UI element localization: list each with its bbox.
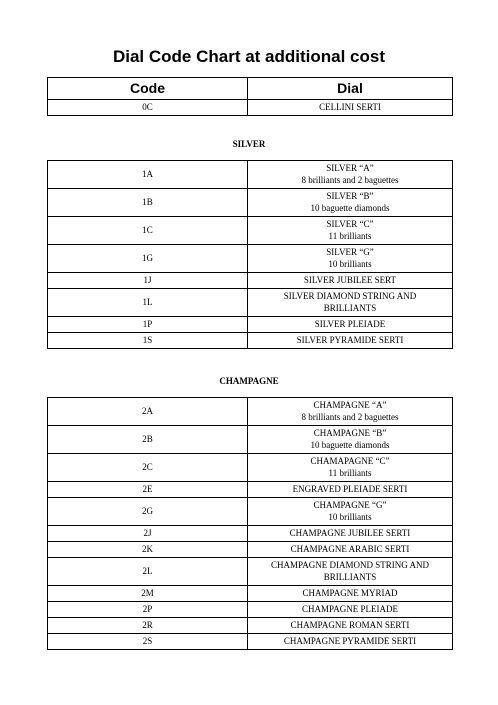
table-row [48, 398, 453, 426]
table-row [48, 333, 453, 349]
code-cell: 2K [48, 542, 248, 558]
table-row [48, 317, 453, 333]
dial-text-line: CHAMPAGNE JUBILEE SERTI [289, 527, 411, 538]
code-cell: 0C [48, 100, 248, 116]
table-row [48, 542, 453, 558]
dial-cell [248, 634, 453, 650]
dial-column-header: Dial [248, 78, 453, 100]
dial-text-line: CHAMAPAGNE “C” [310, 456, 390, 466]
dial-text-line: BRILLIANTS [323, 302, 377, 313]
dial-cell [248, 333, 453, 349]
dial-cell [248, 245, 453, 273]
table-header-row [48, 78, 453, 100]
code-cell: 2E [48, 482, 248, 498]
silver-heading: SILVER [232, 139, 266, 149]
table-row [48, 586, 453, 602]
table-row [48, 634, 453, 650]
table-row [48, 245, 453, 273]
code-cell: 2L [48, 558, 248, 586]
dial-text-line: CHAMPAGNE PYRAMIDE SERTI [283, 635, 417, 646]
table-row [48, 426, 453, 454]
dial-cell [248, 189, 453, 217]
dial-text-line: 8 brilliants and 2 baguettes [301, 174, 399, 185]
dial-text-line: BRILLIANTS [323, 571, 377, 582]
table-row [48, 273, 453, 289]
champagne-heading: CHAMPAGNE [219, 376, 279, 386]
dial-cell [248, 586, 453, 602]
dial-text-line: CHAMPAGNE “B” [313, 428, 387, 438]
dial-text-line: CHAMPAGNE MYRIAD [302, 587, 398, 598]
code-cell: 1A [48, 161, 248, 189]
dial-text-line: ENGRAVED PLEIADE SERTI [292, 483, 408, 494]
code-cell: 2S [48, 634, 248, 650]
dial-text-line: SILVER JUBILEE SERT [303, 274, 397, 285]
code-cell: 1C [48, 217, 248, 245]
dial-text-line: CHAMPAGNE ARABIC SERTI [290, 543, 410, 554]
table-row [48, 498, 453, 526]
code-cell: 2J [48, 526, 248, 542]
code-cell: 1J [48, 273, 248, 289]
dial-cell [248, 526, 453, 542]
dial-cell [248, 398, 453, 426]
silver-table-body [48, 161, 453, 349]
table-row [48, 618, 453, 634]
dial-text-line: 10 brilliants [328, 511, 372, 522]
code-cell: 2P [48, 602, 248, 618]
code-cell: 1P [48, 317, 248, 333]
dial-text-line: CHAMPAGNE ROMAN SERTI [290, 619, 410, 630]
dial-cell [248, 426, 453, 454]
table-row [48, 161, 453, 189]
dial-text-line: 11 brilliants [328, 467, 372, 478]
dial-cell [248, 482, 453, 498]
code-cell: 1L [48, 289, 248, 317]
table-row [48, 189, 453, 217]
dial-text-line: SILVER PYRAMIDE SERTI [296, 334, 404, 345]
code-cell: 2R [48, 618, 248, 634]
dial-text-line: SILVER “B” [326, 191, 374, 201]
table-row [48, 558, 453, 586]
dial-text-line: 11 brilliants [328, 230, 372, 241]
dial-cell [248, 161, 453, 189]
top-table-body [48, 100, 453, 116]
table-row [48, 454, 453, 482]
dial-cell [248, 558, 453, 586]
dial-cell [248, 542, 453, 558]
code-cell: 2A [48, 398, 248, 426]
dial-cell [248, 618, 453, 634]
champagne-table-body [48, 398, 453, 650]
dial-cell [248, 602, 453, 618]
dial-text-line: CELLINI SERTI [319, 101, 381, 112]
champagne-table [47, 397, 453, 650]
top-table [47, 77, 453, 116]
table-row [48, 217, 453, 245]
dial-text-line: 10 brilliants [328, 258, 372, 269]
code-cell: 1B [48, 189, 248, 217]
code-column-header: Code [48, 78, 248, 100]
dial-text-line: CHAMPAGNE “G” [313, 500, 387, 510]
dial-text-line: SILVER “C” [326, 219, 374, 229]
dial-cell [248, 289, 453, 317]
dial-cell [248, 498, 453, 526]
table-row [48, 100, 453, 116]
table-row [48, 602, 453, 618]
code-cell: 2G [48, 498, 248, 526]
dial-cell [248, 317, 453, 333]
dial-text-line: SILVER “A” [326, 163, 374, 173]
dial-text-line: SILVER PLEIADE [314, 318, 386, 329]
code-cell: 2C [48, 454, 248, 482]
dial-cell [248, 454, 453, 482]
table-row [48, 482, 453, 498]
dial-cell [248, 273, 453, 289]
dial-text-line: 10 baguette diamonds [310, 439, 390, 450]
dial-text-line: CHAMPAGNE “A” [313, 400, 387, 410]
code-cell: 2M [48, 586, 248, 602]
dial-cell [248, 100, 453, 116]
code-cell: 1G [48, 245, 248, 273]
table-row [48, 289, 453, 317]
dial-text-line: SILVER “G” [326, 247, 374, 257]
dial-text-line: CHAMPAGNE DIAMOND STRING AND [271, 560, 429, 570]
dial-text-line: 8 brilliants and 2 baguettes [301, 411, 399, 422]
silver-table [47, 160, 453, 349]
dial-text-line: CHAMPAGNE PLEIADE [302, 603, 398, 614]
dial-text-line: 10 baguette diamonds [310, 202, 390, 213]
code-cell: 1S [48, 333, 248, 349]
page-title: Dial Code Chart at additional cost [112, 47, 386, 66]
table-row [48, 526, 453, 542]
dial-cell [248, 217, 453, 245]
code-cell: 2B [48, 426, 248, 454]
dial-text-line: SILVER DIAMOND STRING AND [283, 291, 417, 301]
